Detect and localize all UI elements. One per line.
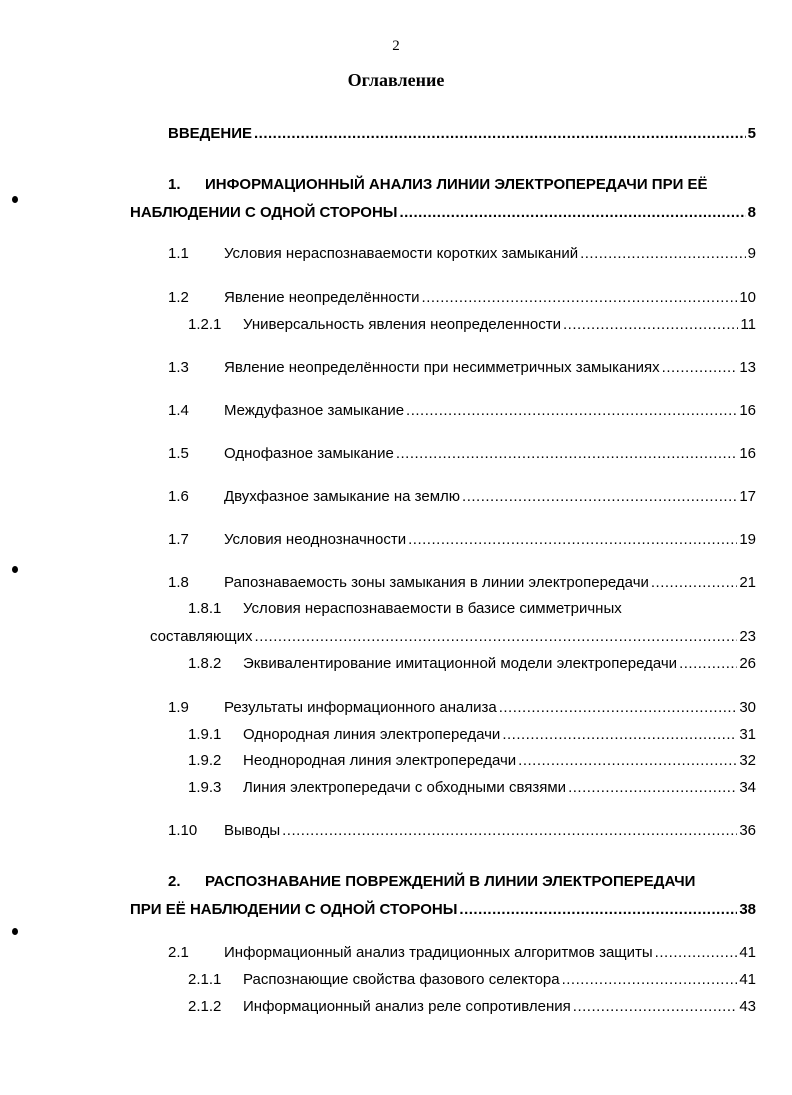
toc-page-number: 30 (739, 699, 756, 716)
toc-page-number: 32 (739, 752, 756, 769)
toc-entry-1-3[interactable] (168, 359, 756, 379)
leader-dots (502, 726, 737, 743)
toc-entry-intro[interactable] (168, 125, 756, 145)
toc-entry-number: 1.9.3 (188, 779, 222, 796)
toc-page-number: 26 (739, 655, 756, 672)
toc-entry-text: Условия нераспознаваемости коротких замыканий (224, 245, 579, 262)
toc-entry-text-cont: составляющих (150, 628, 253, 645)
toc-page-number: 34 (739, 779, 756, 796)
toc-entry-text: Выводы (224, 822, 281, 839)
toc-entry-text-cont: НАБЛЮДЕНИИ С ОДНОЙ СТОРОНЫ (130, 204, 398, 221)
toc-entry-number: 1.6 (168, 488, 189, 505)
toc-entry-number: 1.10 (168, 822, 198, 839)
toc-entry-1-5[interactable] (168, 445, 756, 465)
toc-entry-1-10[interactable] (168, 822, 756, 842)
toc-entry-number: 1.9 (168, 699, 189, 716)
toc-entry-1-9-3[interactable] (188, 779, 756, 799)
toc-page-number: 8 (747, 204, 756, 221)
leader-dots (406, 402, 737, 419)
toc-entry-chapter-1-cont[interactable] (130, 204, 756, 224)
toc-page-number: 38 (739, 901, 756, 918)
leader-dots (282, 822, 737, 839)
toc-entry-chapter-2[interactable] (168, 873, 756, 893)
toc-entry-number: 1.2 (168, 289, 189, 306)
toc-entry-number: 1.3 (168, 359, 189, 376)
toc-entry-text: Информационный анализ традиционных алгоритмов защиты (224, 944, 653, 961)
toc-page-number: 21 (739, 574, 756, 591)
toc-page-number: 10 (739, 289, 756, 306)
toc-entry-1-9[interactable] (168, 699, 756, 719)
toc-entry-text: ВВЕДЕНИЕ (168, 125, 252, 142)
toc-entry-1-1[interactable] (168, 245, 756, 265)
toc-page-number: 43 (739, 998, 756, 1015)
toc-page-number: 31 (739, 726, 756, 743)
toc-page-number: 16 (739, 402, 756, 419)
scan-mark (12, 928, 18, 935)
toc-entry-text: Распознающие свойства фазового селектора (243, 971, 560, 988)
leader-dots (518, 752, 737, 769)
leader-dots (408, 531, 737, 548)
toc-entry-2-1-2[interactable] (188, 998, 756, 1018)
toc-entry-text: ИНФОРМАЦИОННЫЙ АНАЛИЗ ЛИНИИ ЭЛЕКТРОПЕРЕДАЧИ ПРИ ЕЁ (205, 176, 708, 193)
toc-entry-number: 2.1.2 (188, 998, 222, 1015)
page-number: 2 (392, 38, 400, 54)
scan-mark (12, 566, 18, 573)
leader-dots (422, 289, 738, 306)
toc-entry-chapter-2-cont[interactable] (130, 901, 756, 921)
toc-entry-text: Результаты информационного анализа (224, 699, 497, 716)
toc-entry-1-2-1[interactable] (188, 316, 756, 336)
toc-page-number: 19 (739, 531, 756, 548)
leader-dots (679, 655, 737, 672)
toc-page-number: 23 (739, 628, 756, 645)
leader-dots (254, 125, 746, 142)
leader-dots (573, 998, 738, 1015)
leader-dots (399, 204, 745, 221)
toc-page-number: 11 (740, 316, 756, 333)
toc-entry-number: 1.1 (168, 245, 189, 262)
toc-entry-text: Междуфазное замыкание (224, 402, 405, 419)
leader-dots (568, 779, 737, 796)
toc-entry-1-6[interactable] (168, 488, 756, 508)
toc-entry-text: Однородная линия электропередачи (243, 726, 501, 743)
leader-dots (563, 316, 738, 333)
leader-dots (662, 359, 738, 376)
toc-entry-2-1-1[interactable] (188, 971, 756, 991)
toc-entry-1-8-2[interactable] (188, 655, 756, 675)
leader-dots (255, 628, 738, 645)
toc-entry-text: Явление неопределённости при несимметричных замыканиях (224, 359, 660, 376)
toc-entry-1-8-1[interactable] (188, 600, 756, 620)
toc-entry-text: Неоднородная линия электропередачи (243, 752, 517, 769)
toc-entry-text: Условия неоднозначности (224, 531, 407, 548)
toc-entry-text: Рапознаваемость зоны замыкания в линии электропередачи (224, 574, 649, 591)
toc-entry-1-9-2[interactable] (188, 752, 756, 772)
toc-entry-number: 1.9.1 (188, 726, 222, 743)
toc-entry-number: 1.2.1 (188, 316, 222, 333)
toc-entry-number: 1.4 (168, 402, 189, 419)
toc-entry-1-8[interactable] (168, 574, 756, 594)
toc-entry-1-4[interactable] (168, 402, 756, 422)
leader-dots (580, 245, 746, 262)
toc-entry-text-cont: ПРИ ЕЁ НАБЛЮДЕНИИ С ОДНОЙ СТОРОНЫ (130, 901, 458, 918)
toc-page-number: 17 (739, 488, 756, 505)
toc-entry-number: 2. (168, 873, 181, 890)
toc-entry-number: 1.7 (168, 531, 189, 548)
toc-entry-2-1[interactable] (168, 944, 756, 964)
toc-page-number: 16 (739, 445, 756, 462)
scan-mark (12, 196, 18, 203)
toc-entry-number: 2.1.1 (188, 971, 222, 988)
leader-dots (651, 574, 737, 591)
toc-entry-text: Однофазное замыкание (224, 445, 394, 462)
toc-entry-number: 1.8.1 (188, 600, 222, 617)
leader-dots (396, 445, 738, 462)
toc-page-number: 13 (739, 359, 756, 376)
toc-entry-number: 1.5 (168, 445, 189, 462)
toc-page-number: 41 (739, 944, 756, 961)
toc-entry-number: 1.9.2 (188, 752, 222, 769)
leader-dots (459, 901, 737, 918)
toc-entry-text: Эквивалентирование имитационной модели электропередачи (243, 655, 678, 672)
toc-page-number: 5 (747, 125, 756, 142)
toc-entry-number: 1. (168, 176, 181, 193)
toc-page-number: 36 (739, 822, 756, 839)
toc-page-number: 41 (739, 971, 756, 988)
toc-entry-text: Условия нераспознаваемости в базисе симметричных (243, 600, 622, 617)
toc-entry-1-7[interactable] (168, 531, 756, 551)
toc-entry-1-9-1[interactable] (188, 726, 756, 746)
toc-entry-text: Явление неопределённости (224, 289, 420, 306)
toc-entry-text: РАСПОЗНАВАНИЕ ПОВРЕЖДЕНИЙ В ЛИНИИ ЭЛЕКТРОПЕРЕДАЧИ (205, 873, 696, 890)
toc-entry-number: 1.8.2 (188, 655, 222, 672)
leader-dots (462, 488, 737, 505)
toc-entry-chapter-1[interactable] (168, 176, 756, 196)
toc-entry-text: Универсальность явления неопределенности (243, 316, 561, 333)
leader-dots (499, 699, 738, 716)
toc-entry-number: 2.1 (168, 944, 189, 961)
toc-entry-number: 1.8 (168, 574, 189, 591)
toc-entry-text: Линия электропередачи с обходными связями (243, 779, 567, 796)
leader-dots (655, 944, 738, 961)
toc-entry-text: Информационный анализ реле сопротивления (243, 998, 571, 1015)
leader-dots (562, 971, 738, 988)
toc-title: Оглавление (347, 70, 445, 90)
toc-entry-1-8-1-cont[interactable] (150, 628, 756, 648)
toc-entry-1-2[interactable] (168, 289, 756, 309)
toc-page-number: 9 (747, 245, 756, 262)
toc-entry-text: Двухфазное замыкание на землю (224, 488, 461, 505)
